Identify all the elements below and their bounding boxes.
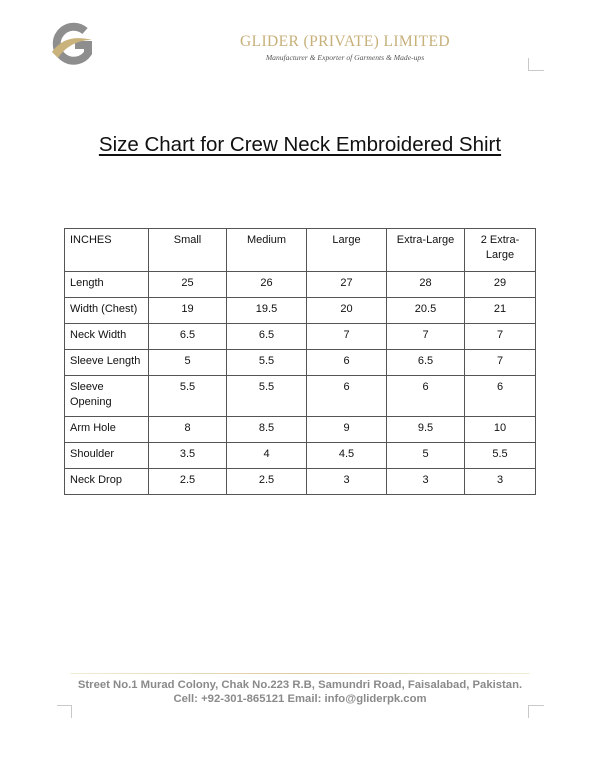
table-cell: 7 (387, 324, 465, 350)
column-header-inches: INCHES (65, 229, 149, 272)
table-cell: 4.5 (307, 443, 387, 469)
column-header-medium: Medium (227, 229, 307, 272)
table-cell: 10 (465, 417, 536, 443)
table-cell: 25 (149, 272, 227, 298)
footer-address: Street No.1 Murad Colony, Chak No.223 R.B, Samundri Road, Faisalabad, Pakistan. (77, 679, 523, 691)
row-label: Length (65, 272, 149, 298)
table-cell: 9.5 (387, 417, 465, 443)
table-cell: 8 (149, 417, 227, 443)
row-label: Shoulder (65, 443, 149, 469)
table-cell: 9 (307, 417, 387, 443)
table-cell: 5.5 (227, 376, 307, 417)
table-cell: 19.5 (227, 298, 307, 324)
table-row-width-chest (65, 298, 536, 324)
table-row-sleeve-length (65, 350, 536, 376)
crop-mark-top-right (528, 58, 544, 71)
document-title: Size Chart for Crew Neck Embroidered Shirt (98, 133, 502, 156)
table-cell: 28 (387, 272, 465, 298)
row-label: Sleeve Length (65, 350, 149, 376)
table-cell: 20.5 (387, 298, 465, 324)
table-cell: 3 (465, 469, 536, 495)
table-cell: 6 (307, 350, 387, 376)
table-cell: 19 (149, 298, 227, 324)
row-label: Neck Width (65, 324, 149, 350)
table-cell: 6.5 (227, 324, 307, 350)
table-row-neck-width (65, 324, 536, 350)
table-cell: 20 (307, 298, 387, 324)
table-cell: 6 (387, 376, 465, 417)
table-cell: 7 (465, 350, 536, 376)
table-cell: 5.5 (227, 350, 307, 376)
table-cell: 29 (465, 272, 536, 298)
table-cell: 6 (307, 376, 387, 417)
table-cell: 4 (227, 443, 307, 469)
column-header-extra-large: Extra-Large (387, 229, 465, 272)
table-header-row (65, 229, 536, 272)
crop-mark-bottom-right (528, 705, 544, 718)
column-header-small: Small (149, 229, 227, 272)
table-cell: 5.5 (149, 376, 227, 417)
table-cell: 5 (149, 350, 227, 376)
table-row-length (65, 272, 536, 298)
table-cell: 6 (465, 376, 536, 417)
table-cell: 5.5 (465, 443, 536, 469)
table-row-arm-hole (65, 417, 536, 443)
row-label: Sleeve Opening (65, 376, 149, 417)
footer-divider (70, 673, 530, 674)
table-cell: 3.5 (149, 443, 227, 469)
company-tagline: Manufacturer & Exporter of Garments & Made-ups (265, 53, 425, 62)
row-label: Arm Hole (65, 417, 149, 443)
table-cell: 21 (465, 298, 536, 324)
column-header-large: Large (307, 229, 387, 272)
table-cell: 3 (307, 469, 387, 495)
row-label: Neck Drop (65, 469, 149, 495)
footer-contact: Cell: +92-301-865121 Email: info@gliderpk.com (173, 693, 427, 705)
table-cell: 2.5 (149, 469, 227, 495)
table-cell: 5 (387, 443, 465, 469)
table-row-neck-drop (65, 469, 536, 495)
table-cell: 7 (307, 324, 387, 350)
table-cell: 27 (307, 272, 387, 298)
table-row-sleeve-opening (65, 376, 536, 417)
company-name: GLIDER (PRIVATE) LIMITED (240, 33, 450, 50)
table-cell: 26 (227, 272, 307, 298)
table-cell: 2.5 (227, 469, 307, 495)
table-row-shoulder (65, 443, 536, 469)
table-cell: 8.5 (227, 417, 307, 443)
size-chart-table (64, 228, 536, 495)
table-cell: 7 (465, 324, 536, 350)
column-header-2-extra-large: 2 Extra-Large (465, 229, 536, 272)
table-cell: 6.5 (387, 350, 465, 376)
crop-mark-bottom-left (57, 705, 72, 718)
table-cell: 3 (387, 469, 465, 495)
row-label: Width (Chest) (65, 298, 149, 324)
table-cell: 6.5 (149, 324, 227, 350)
